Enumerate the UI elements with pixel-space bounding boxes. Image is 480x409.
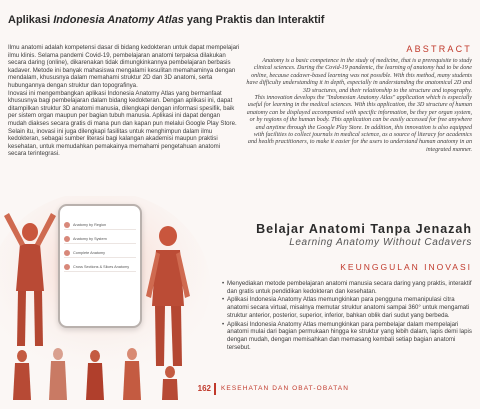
title-suffix: yang Praktis dan Interaktif [183, 14, 325, 26]
title-prefix: Aplikasi [8, 14, 54, 26]
feature-text: Aplikasi Indonesia Anatomy Atlas memungkinkan para pembelajar dalam mempelajari anatomi mulai dari bagian permukaan hingga ke struktur yang lebih dalam, lapis demi lapis dengan mudah, dengan memisahkan dan memasang kembali setiap bagian anatomi tersebut. [227, 320, 472, 351]
slogan-main: Belajar Anatomi Tanpa Jenazah [256, 222, 472, 236]
body-icon [64, 250, 70, 256]
page-title [8, 14, 472, 26]
app-menu-label: Anatomy by System [73, 236, 107, 241]
keunggulan-heading: KEUNGGULAN INOVASI [340, 262, 472, 272]
feature-list [222, 280, 474, 352]
app-menu-label: Cross Sections & Slices Anatomy [73, 264, 130, 269]
app-menu-item [64, 248, 136, 258]
anatomy-illustration [0, 196, 220, 404]
bullet-icon: • [222, 320, 225, 328]
system-icon [64, 236, 70, 242]
page-footer [193, 381, 453, 397]
abstract-heading: ABSTRACT [406, 44, 472, 54]
bullet-icon: • [222, 296, 225, 304]
feature-item [222, 296, 474, 319]
bullet-icon: • [222, 280, 225, 287]
page-number: 162 [197, 384, 211, 393]
app-menu-label: Anatomy by Region [73, 222, 107, 227]
feature-text: Aplikasi Indonesia Anatomy Atlas memungkinkan para pengguna memanipulasi citra anatomi secara virtual, misalnya memutar struktur anatomi sampai 360° untuk mengamati struktur anterior, posterior, superior, inferior, bahkan oblik dari sudut yang berbeda. [227, 296, 470, 319]
abstract-paragraph: Anatomy is a basic competence in the study of medicine, that is a prerequisite to study clinical sciences. During the Covid-19 pandemic, the learning of anatomy had to be done online, because cadaver-based learning was not possible. With this method, many students have difficulty understanding it in depth, especially in understanding the anatomical 2D and 3D structures, and their relationship to the structure and topography. [246, 58, 472, 94]
title-app-name: Indonesia Anatomy Atlas [53, 14, 184, 26]
abstract-text [244, 58, 472, 154]
app-menu-item [64, 262, 136, 272]
intro-paragraph: Ilmu anatomi adalah kompetensi dasar di bidang kedokteran untuk dapat mempelajari ilmu klinis. Selama pandemi Covid-19, pembelajaran anatomi terpaksa dilakukan secara daring (online), dikarenakan tidak dimungkinkannya pembelajaran berbasis kadaver. Metode ini banyak mahasiswa mengalami kesulitan memahaminya dengan mendalam, khususnya dalam memahami struktur 2D dan 3D anatomi, serta hubungannya dengan struktur dan topografinya. [8, 44, 240, 89]
intro-paragraph: Inovasi ini mengembangkan aplikasi Indonesia Anatomy Atlas yang bermanfaat khususnya bagi pembelajaran dalam bidang kedokteran. Dengan aplikasi ini, dapat ditampilkan struktur 3D anatomi manusia, dilengkapi dengan informasi spesifik, baik per sistem organ maupun per bagian tubuh manusia. Aplikasi ini dapat dengan mudah diakses secara gratis di mana pun dan kapan pun melalui Google Play Store. Selain itu, inovasi ini juga dilengkapi fasilitas untuk menghimpun dalam ilmu kedokteran, sebagai sumber literasi bagi kalangan akademisi maupun praktisi kesehatan, untuk memudahkan pemakainya memahami pengetahuan anatomi secara terintegrasi. [8, 89, 237, 158]
app-menu-item [64, 234, 136, 244]
intro-text [8, 44, 240, 158]
slices-icon [64, 264, 70, 270]
feature-text: Menyediakan metode pembelajaran anatomi manusia secara daring yang praktis, interaktif dan gratis untuk pendidikan kedokteran dan kesehatan. [227, 280, 472, 295]
app-menu-label: Complete Anatomy [73, 250, 106, 255]
footer-section-label: KESEHATAN DAN OBAT-OBATAN [221, 385, 350, 392]
phone-mockup [58, 204, 142, 328]
feature-item [222, 321, 474, 352]
abstract-paragraph: This innovation develops the "Indonesian Anatomy Atlas" application which is especially useful for learning in the medical sciences. With this application, the 3D structure of human anatomy can be displayed accompanied with specific information, be they per organ system, or by regions of the human body. This application can be easily accessed for free anywhere and anytime through the Google Play Store. In addition, this innovation is also equipped with facilities to collect journals in medical science, as a source of literacy for academics and health practitioners, to make it easier for the users to understand human anatomy in an integrated manner. [246, 95, 472, 153]
feature-item [222, 280, 474, 295]
app-menu [64, 220, 136, 276]
region-icon [64, 222, 70, 228]
footer-divider [214, 383, 216, 395]
app-menu-item [64, 220, 136, 230]
slogan-sub: Learning Anatomy Without Cadavers [289, 237, 472, 248]
